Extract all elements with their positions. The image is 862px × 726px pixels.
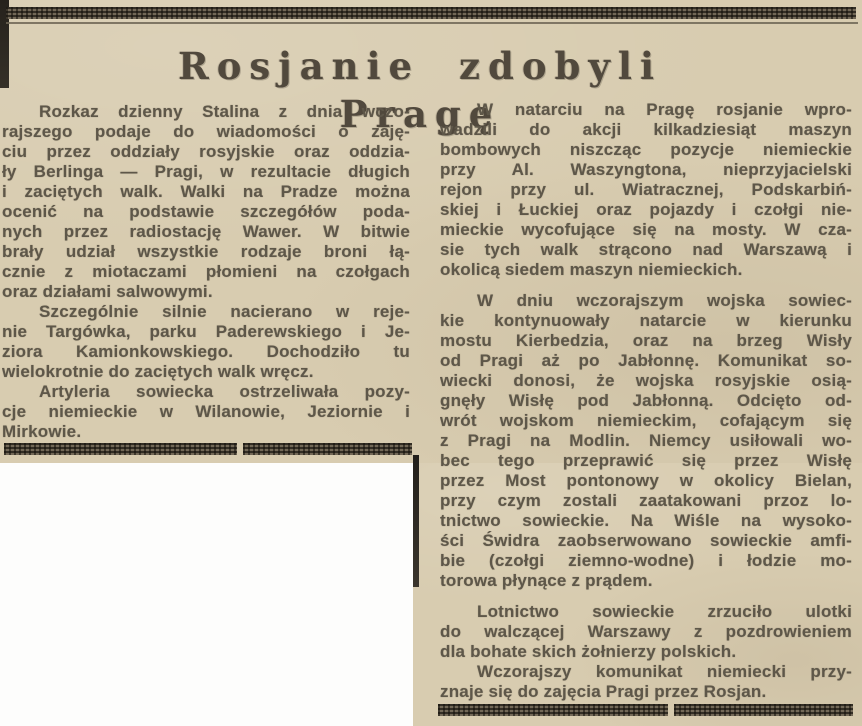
paragraph xyxy=(440,602,852,662)
text-line: bombowych niszcząc pozycje niemieckie xyxy=(440,140,852,159)
text-line: W natarciu na Pragę rosjanie wpro- xyxy=(477,100,852,119)
paragraph xyxy=(2,102,410,302)
text-line: z Pragi na Modlin. Niemcy usiłowali wo- xyxy=(440,431,852,450)
text-line: mieckie wycofujące się na mosty. W cza- xyxy=(440,220,852,239)
text-line: kie kontynuowały natarcie w kierunku xyxy=(440,311,852,330)
left-column-end-rule-segment xyxy=(243,443,412,455)
paragraph xyxy=(2,302,410,382)
text-line: dla bohate skich żołnierzy polskich. xyxy=(440,642,737,661)
text-line: W dniu wczorajszym wojska sowiec- xyxy=(477,291,852,310)
text-line: rejon przy ul. Wiatracznej, Podskarbiń- xyxy=(440,180,852,199)
text-line: ciu przez oddziały rosyjskie oraz oddzia- xyxy=(2,142,410,161)
text-line: sie tych walk strącono nad Warszawą i xyxy=(440,240,852,259)
text-line: Rozkaz dzienny Stalina z dnia wczo- xyxy=(39,102,410,121)
text-line: do walczącej Warszawy z pozdrowieniem xyxy=(440,622,852,641)
text-line: cznie z miotaczami płomieni na czołgach xyxy=(2,262,410,281)
left-column-end-rule-segment xyxy=(4,443,237,455)
text-line: nych przez radiostację Wawer. W bitwie xyxy=(2,222,410,241)
text-line: Wczorajszy komunikat niemiecki przy- xyxy=(477,662,852,681)
text-line: Mirkowie. xyxy=(2,422,82,441)
paragraph xyxy=(440,100,852,280)
text-line: nie Targówka, parku Paderewskiego i Je- xyxy=(2,322,410,341)
text-line: cje niemieckie w Wilanowie, Jeziornie i xyxy=(2,402,410,421)
text-line: rajszego podaje do wiadomości o zaję- xyxy=(2,122,410,141)
text-line: skiej i Łuckiej oraz pojazdy i czołgi nie- xyxy=(440,200,852,219)
text-line: mostu Kierbedzia, oraz na brzeg Wisły xyxy=(440,331,852,350)
top-rule xyxy=(6,7,856,19)
left-column xyxy=(2,102,410,442)
text-line: znaje się do zajęcia Pragi przez Rosjan. xyxy=(440,682,767,701)
text-line: przy Al. Waszyngtona, nieprzyjacielski xyxy=(440,160,852,179)
text-line: torowa płynące z prądem. xyxy=(440,571,653,590)
text-line: oraz działami salwowymi. xyxy=(2,282,213,301)
text-line: Lotnictwo sowieckie zrzuciło ulotki xyxy=(477,602,852,621)
text-line: od Pragi aż po Jabłonnę. Komunikat so- xyxy=(440,351,852,370)
text-line: ły Berlinga — Pragi, w rezultacie długich xyxy=(2,162,410,181)
text-line: przez Most pontonowy w okolicy Bielan, xyxy=(440,471,852,490)
text-line: ocenić na podstawie szczegółów poda- xyxy=(2,202,410,221)
text-line: ści Świdra zaobserwowano sowieckie amfi- xyxy=(440,531,852,550)
text-line: wrót wojskom niemieckim, cofającym się xyxy=(440,411,852,430)
top-rule-underline xyxy=(6,22,858,24)
text-line: wadzili do akcji kilkadziesiąt maszyn xyxy=(440,120,852,139)
paragraph xyxy=(440,662,852,702)
paragraph xyxy=(440,291,852,591)
text-line: wielokrotnie do zaciętych walk wręcz. xyxy=(2,362,314,381)
text-line: okolicą siedem maszyn niemieckich. xyxy=(440,260,743,279)
headline: Rosjanie zdobyli Pragę xyxy=(177,44,663,136)
paper-cut-edge-line xyxy=(413,455,419,587)
text-line: wiecki donosi, że wojska rosyjskie osią- xyxy=(440,371,852,390)
text-line: gnęły Wisłę pod Jabłonną. Odcięto od- xyxy=(440,391,852,410)
right-column xyxy=(440,100,852,702)
text-line: brały udział wszystkie rodzaje broni łą- xyxy=(2,242,410,261)
text-line: ziora Kamionkowskiego. Dochodziło tu xyxy=(2,342,410,361)
text-line: i zaciętych walk. Walki na Pradze można xyxy=(2,182,410,201)
text-line: tnictwo sowieckie. Na Wiśle na wysoko- xyxy=(440,511,852,530)
text-line: bie (czołgi ziemno-wodne) i łodzie mo- xyxy=(440,551,852,570)
paragraph xyxy=(2,382,410,442)
text-line: przy czym zostali zaatakowani przoz lo- xyxy=(440,491,852,510)
right-column-end-rule-segment xyxy=(674,704,853,716)
text-line: Artyleria sowiecka ostrzeliwała pozy- xyxy=(39,382,410,401)
text-line: bec tego przeprawić się przez Wisłę xyxy=(440,451,852,470)
right-column-end-rule-segment xyxy=(438,704,668,716)
text-line: Szczególnie silnie nacierano w reje- xyxy=(39,302,410,321)
